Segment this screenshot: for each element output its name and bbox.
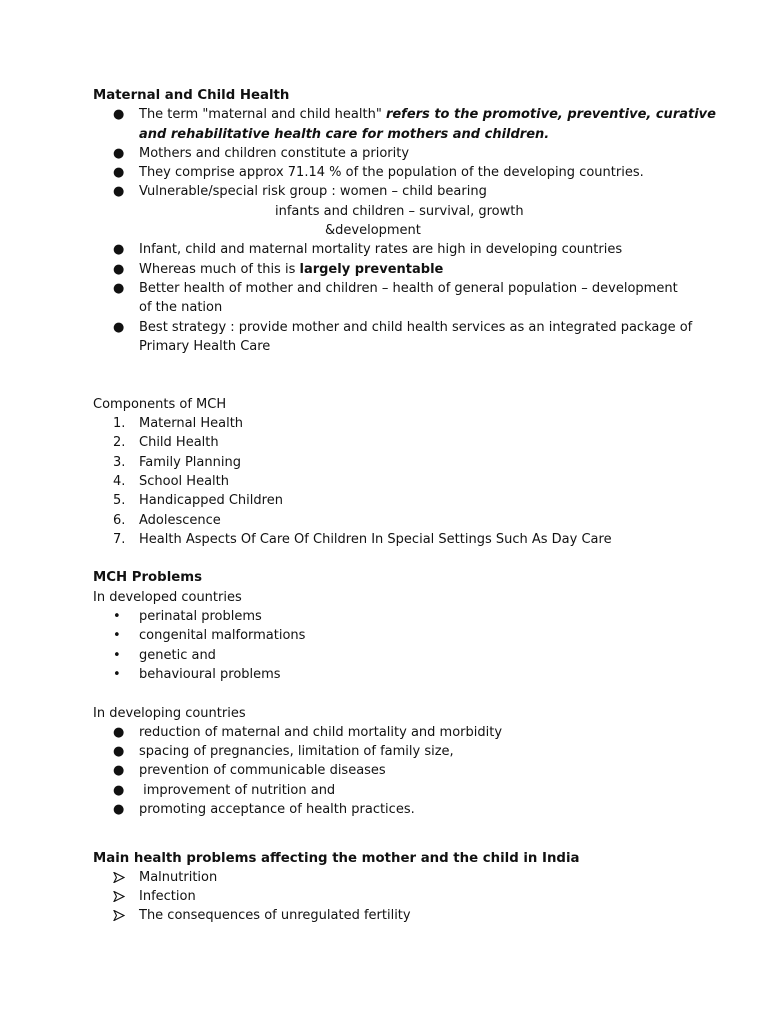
arrow-bullet-icon	[113, 906, 133, 921]
list-item-text: promoting acceptance of health practices.	[139, 801, 415, 817]
list-number: 5.	[113, 493, 126, 509]
list-number: 6.	[113, 512, 126, 528]
list-number: 7.	[113, 531, 126, 547]
list-item-text: Best strategy : provide mother and child health services as an integrated package of	[139, 319, 693, 335]
list-item	[93, 240, 683, 259]
bullet-dot-icon: ●	[113, 319, 125, 335]
bullet-dot-icon: ●	[113, 165, 125, 181]
arrow-bullet-icon	[113, 868, 133, 883]
bullet-dot-icon: ●	[113, 107, 125, 123]
bullet-dot-icon: •	[113, 647, 121, 663]
list-item	[93, 906, 683, 925]
bullet-dot-icon: ●	[113, 280, 125, 296]
spacer	[93, 684, 683, 703]
list-item-text: prevention of communicable diseases	[139, 763, 386, 779]
bullet-dot-icon: ●	[113, 184, 125, 200]
bullet-dot-icon: •	[113, 628, 121, 644]
bullet-dot-icon: ●	[113, 744, 125, 760]
list-item	[93, 800, 683, 819]
list-item-text: Handicapped Children	[139, 493, 283, 509]
subsection-label: In developing countries	[93, 705, 246, 721]
spacer	[93, 839, 683, 849]
list-item	[93, 144, 683, 163]
list-number: 4.	[113, 473, 126, 489]
list-item	[93, 433, 683, 452]
list-number: 2.	[113, 435, 126, 451]
list-item	[93, 414, 683, 433]
list-item	[93, 665, 683, 684]
list-item-text: Adolescence	[139, 512, 221, 528]
list-item	[93, 163, 683, 182]
list-item-text: Primary Health Care	[139, 338, 271, 354]
list-item	[93, 626, 683, 645]
arrow-list	[93, 868, 683, 926]
bullet-dot-icon: ●	[113, 145, 125, 161]
list-item-text: Health Aspects Of Care Of Children In Special Settings Such As Day Care	[139, 531, 612, 547]
text-segment-bold: largely preventable	[299, 261, 444, 277]
list-number: 1.	[113, 416, 126, 432]
list-item-text: congenital malformations	[139, 628, 306, 644]
spacer	[93, 356, 683, 375]
list-item-text: Infant, child and maternal mortality rates are high in developing countries	[139, 242, 623, 258]
list-item-text: The consequences of unregulated fertility	[139, 908, 411, 924]
list-item	[93, 868, 683, 887]
list-item	[93, 260, 683, 279]
list-item	[93, 530, 683, 549]
list-item-text: Infection	[139, 889, 196, 905]
arrow-bullet-icon	[113, 887, 133, 902]
document-page	[93, 86, 716, 926]
bullet-list	[93, 607, 683, 684]
bullet-dot-icon: •	[113, 609, 121, 625]
list-item-text: School Health	[139, 473, 229, 489]
subsection-label: In developed countries	[93, 589, 242, 605]
list-item	[93, 318, 693, 337]
list-item-text: Malnutrition	[139, 869, 218, 885]
text-segment: Whereas much of this is	[139, 261, 300, 277]
list-item-text: Vulnerable/special risk group : women – child bearing	[139, 184, 487, 200]
list-item-text: Maternal Health	[139, 416, 244, 432]
list-item	[93, 761, 683, 780]
text-segment-bold: and rehabilitative health care for mothers and children.	[139, 126, 550, 142]
list-item-text: Child Health	[139, 435, 219, 451]
list-item-continuation	[93, 125, 683, 144]
list-item-continuation	[93, 298, 683, 317]
list-item-text: behavioural problems	[139, 666, 281, 682]
list-item	[93, 887, 683, 906]
list-item	[93, 105, 716, 124]
list-item-continuation	[93, 337, 683, 356]
list-item-text: reduction of maternal and child mortality and morbidity	[139, 724, 503, 740]
bullet-dot-icon: ●	[113, 801, 125, 817]
list-item-text: spacing of pregnancies, limitation of family size,	[139, 744, 454, 760]
text-segment-bold: refers to the promotive, preventive, curative	[385, 107, 716, 123]
list-item	[93, 607, 683, 626]
bullet-dot-icon: •	[113, 666, 121, 682]
list-item	[93, 511, 683, 530]
bullet-list	[93, 723, 683, 819]
list-item	[93, 742, 683, 761]
list-item	[93, 472, 683, 491]
list-item	[93, 491, 683, 510]
list-item-text: &development	[325, 223, 421, 239]
list-item-text: of the nation	[139, 300, 223, 316]
list-item	[93, 182, 683, 201]
bullet-dot-icon: ●	[113, 261, 125, 277]
bullet-dot-icon: ●	[113, 242, 125, 258]
list-item	[93, 723, 683, 742]
list-item-text: Better health of mother and children – health of general population – development	[139, 280, 678, 296]
section-title-mch: Maternal and Child Health	[93, 88, 290, 103]
spacer	[93, 819, 683, 838]
spacer	[93, 549, 683, 568]
list-item-text: They comprise approx 71.14 % of the population of the developing countries.	[139, 165, 644, 181]
list-item-continuation	[93, 202, 683, 221]
text-segment: The term "maternal and child health"	[139, 107, 386, 123]
list-item-continuation	[93, 221, 683, 240]
list-item-text: genetic and	[139, 647, 216, 663]
list-item	[93, 453, 683, 472]
list-item	[93, 781, 683, 800]
bullet-dot-icon: ●	[113, 763, 125, 779]
section-title-india: Main health problems affecting the mother and the child in India	[93, 850, 580, 866]
list-item-text: perinatal problems	[139, 609, 262, 625]
numbered-list	[93, 414, 683, 549]
list-item-text: Mothers and children constitute a priority	[139, 145, 410, 161]
list-item-text: infants and children – survival, growth	[275, 203, 524, 219]
list-item	[93, 646, 683, 665]
section-title-problems: MCH Problems	[93, 570, 203, 586]
list-item	[93, 279, 683, 298]
bullet-dot-icon: ●	[113, 782, 125, 798]
section-title-components: Components of MCH	[93, 396, 227, 412]
list-item-text: Family Planning	[139, 454, 241, 470]
list-item-text: improvement of nutrition and	[139, 782, 336, 798]
list-number: 3.	[113, 454, 126, 470]
spacer	[93, 375, 683, 394]
bullet-dot-icon: ●	[113, 724, 125, 740]
